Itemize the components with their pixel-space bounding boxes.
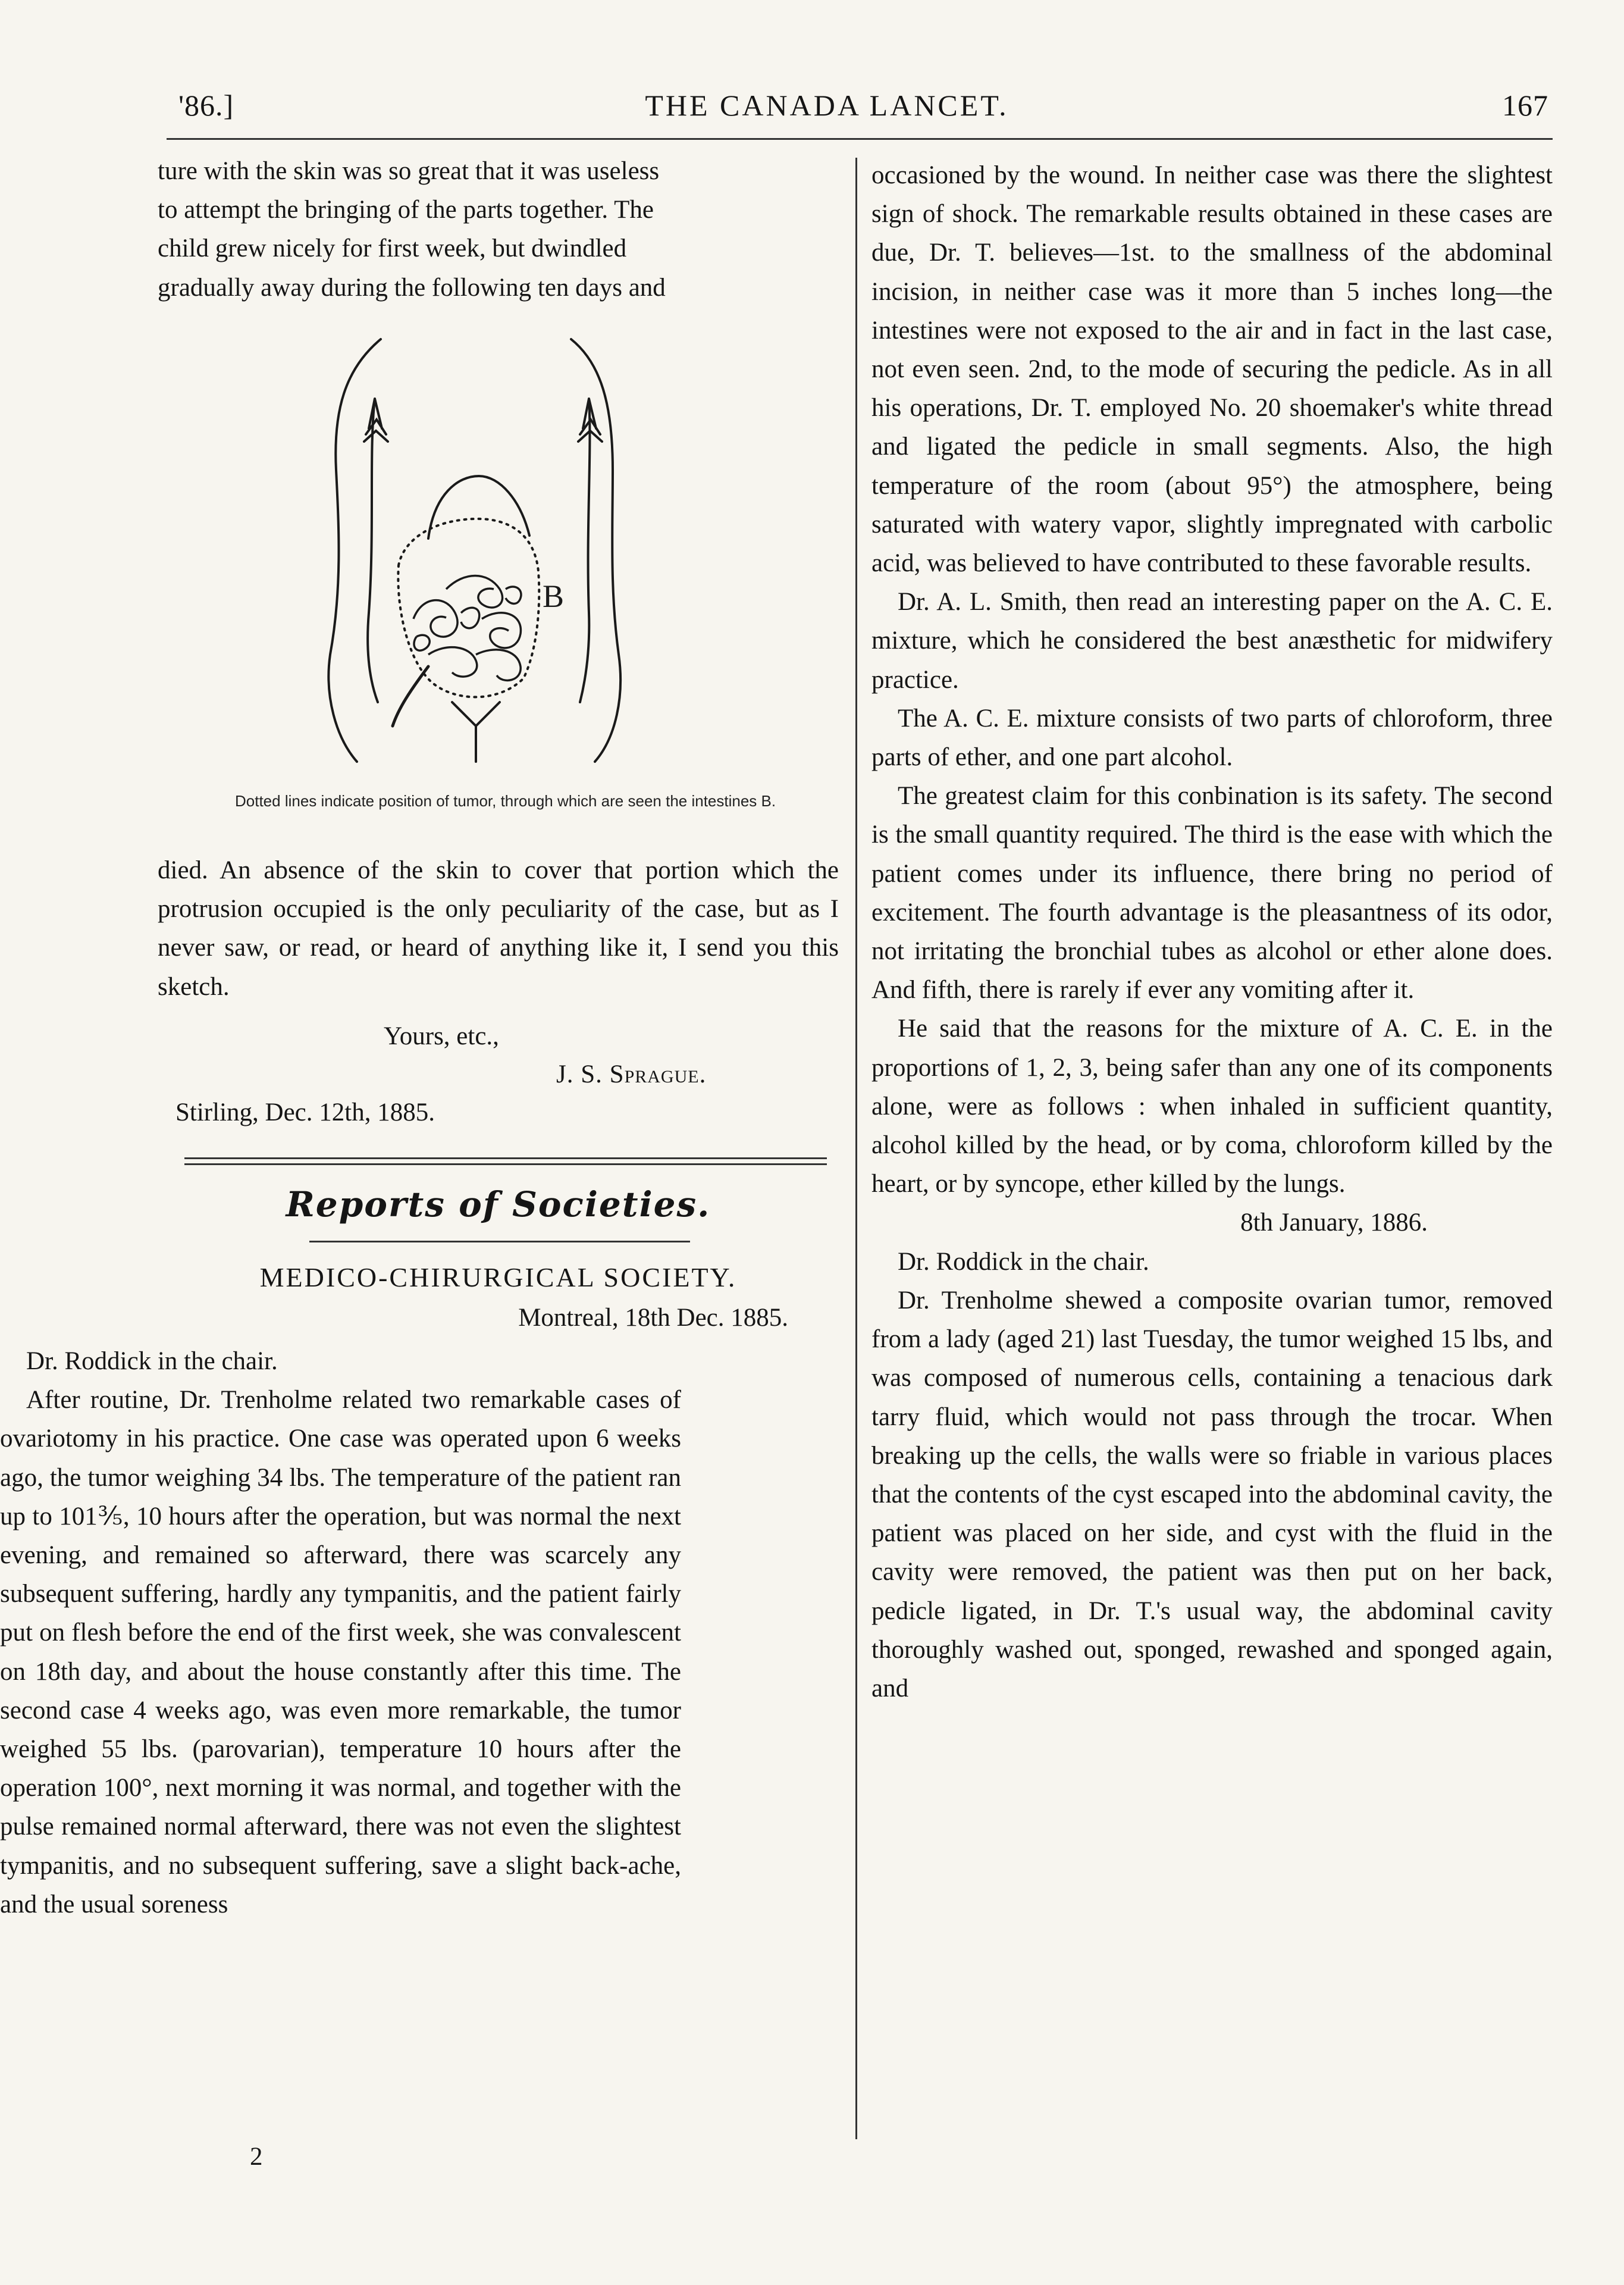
meeting-date: 8th January, 1886. (1240, 1209, 1428, 1237)
paragraph: Dr. Trenholme shewed a composite ovarian tumor, removed from a lady (aged 21) last Tuesday, the tumor weighed 15 lbs, and was composed of numerous cells, containing a tenacious dark tarry fluid, which would not pass through the trocar. When breaking up the cells, the walls were so friable in various places that the contents of the cyst escaped into the abdominal cavity, the patient was placed on her side, and cyst with the fluid in the cavity were removed, the patient was then put on her back, pedicle ligated, in Dr. T.'s usual way, the abdominal cavity thoroughly washed out, sponged, rewashed and sponged again, and (871, 1286, 1553, 1702)
text-line: ture with the skin was so great that it was useless (158, 157, 660, 185)
section-heading: Reports of Societies. (286, 1184, 711, 1225)
letter-signoff (158, 1018, 839, 1132)
header-rule (167, 138, 1553, 140)
left-column-society-report (0, 1342, 681, 1924)
society-heading: MEDICO-CHIRURGICAL SOCIETY. (259, 1262, 737, 1292)
page-number: 167 (1502, 89, 1548, 122)
anatomical-sketch-figure (309, 333, 642, 774)
figure-caption: Dotted lines indicate position of tumor, through which are seen the intestines B. (235, 792, 776, 810)
paragraph: died. An absence of the skin to cover that portion which the protrusion occupied is the only peculiarity of the case, but as I never saw, or read, or heard of anything like it, I send you this sketch. (158, 856, 839, 1001)
header-volume-marker: '86.] (178, 89, 234, 122)
signature-mark: 2 (250, 2143, 263, 2171)
paragraph: Dr. A. L. Smith, then read an interesting paper on the A. C. E. mixture, which he considered the best anæsthetic for midwifery practice. (871, 588, 1553, 694)
right-column-text (871, 156, 1553, 1708)
section-double-rule (184, 1157, 827, 1159)
signoff-place-date: Stirling, Dec. 12th, 1885. (175, 1098, 435, 1126)
text-line: gradually away during the following ten days and (158, 273, 666, 302)
text-line: to attempt the bringing of the parts together. The (158, 196, 654, 224)
left-column-after-figure (158, 851, 839, 1006)
section-rule (309, 1241, 690, 1242)
paragraph: After routine, Dr. Trenholme related two remarkable cases of ovariotomy in his practice. One case was operated upon 6 weeks ago, the tumor weighing 34 lbs. The temperature of the patient ran up to 101⅗, 10 hours after the operation, but was normal the next evening, and remained so afterward, there was scarcely any subsequent suffering, hardly any tympanitis, and the patient fairly put on flesh before the end of the first week, she was convalescent on 18th day, and about the house constantly after this time. The second case 4 weeks ago, was even more remarkable, the tumor weighed 55 lbs. (parovarian), temperature 10 hours after the operation 100°, next morning it was normal, and together with the pulse remained normal afterward, there was not even the slightest tympanitis, and no subsequent suffering, save a slight back-ache, and the usual soreness (0, 1386, 681, 1918)
signoff-name: J. S. Sprague. (556, 1060, 707, 1088)
figure-label-b: B (543, 578, 565, 614)
paragraph: The A. C. E. mixture consists of two parts of chloroform, three parts of ether, and one part alcohol. (871, 704, 1553, 772)
text-line: child grew nicely for first week, but dwindled (158, 234, 627, 263)
paragraph: The greatest claim for this conbination is its safety. The second is the small quantity required. The third is the ease with which the patient comes under its influence, there bring no period of excitement. The fourth advantage is the pleasantness of its odor, not irritating the bronchial tubes as alcohol or ether alone does. And fifth, there is rarely if ever any vomiting after it. (871, 782, 1553, 1004)
paragraph: occasioned by the wound. In neither case was there the slightest sign of shock. The remarkable results obtained in these cases are due, Dr. T. believes—1st. to the smallness of the abdominal incision, in neither case was it more than 5 inches long—the intestines were not exposed to the air and in fact in the last case, not even seen. 2nd, to the mode of securing the pedicle. As in all his operations, Dr. T. employed No. 20 shoemaker's white thread and ligated the pedicle in small segments. Also, the high temperature of the room (about 95°) the atmosphere, being saturated with watery vapor, slightly impregnated with carbolic acid, was believed to have contributed to these favorable results. (871, 161, 1553, 578)
paragraph: He said that the reasons for the mixture of A. C. E. in the proportions of 1, 2, 3, being safer than any one of its components alone, were as follows : when inhaled in sufficient quantity, alcohol killed by the head, or by coma, chloroform killed by the heart, or by syncope, ether killed by the lungs. (871, 1015, 1553, 1198)
journal-title: THE CANADA LANCET. (645, 89, 1009, 122)
chair-line: Dr. Roddick in the chair. (26, 1347, 278, 1375)
signoff-closing: Yours, etc., (384, 1022, 499, 1050)
left-column-top-text (158, 152, 839, 307)
chair-line: Dr. Roddick in the chair. (898, 1247, 1149, 1276)
section-double-rule (184, 1163, 827, 1165)
meeting-place-date: Montreal, 18th Dec. 1885. (518, 1304, 788, 1332)
column-divider (855, 158, 857, 2139)
